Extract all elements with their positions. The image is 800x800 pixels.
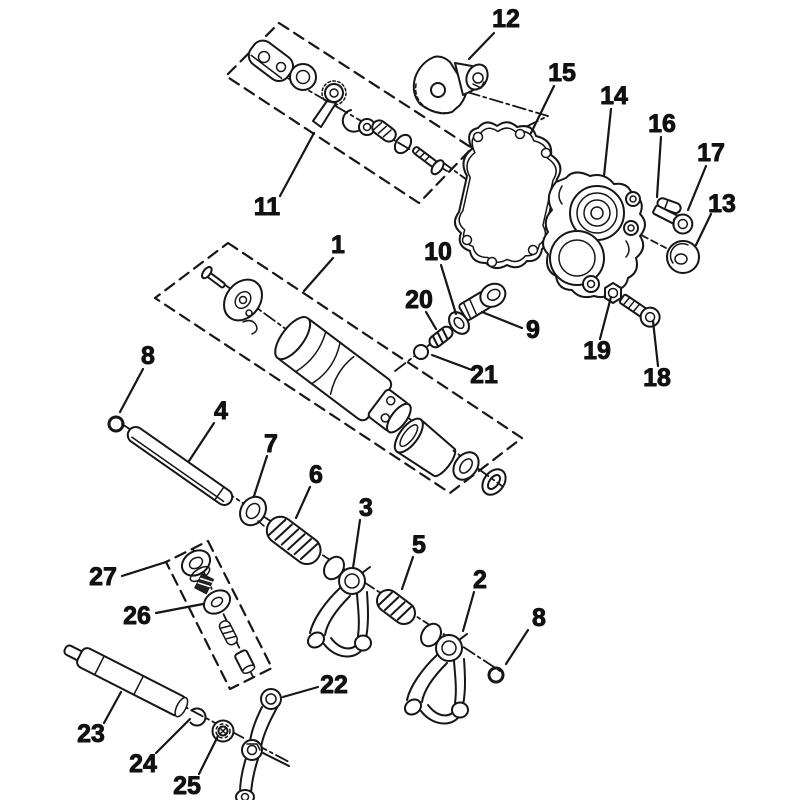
callout-number-3: 3	[359, 494, 373, 522]
callout-number-15: 15	[548, 59, 576, 87]
part-21-ball	[414, 345, 428, 359]
callout-leader-21	[432, 355, 472, 370]
callout-number-26: 26	[123, 602, 151, 630]
callout-number-6: 6	[309, 461, 323, 489]
callout-leader-4	[189, 423, 214, 461]
callout-leader-6	[296, 487, 310, 518]
callout-number-24: 24	[129, 750, 157, 778]
callout-leader-25	[199, 736, 218, 774]
callout-leader-2	[463, 592, 474, 631]
part-19-nut	[605, 283, 621, 303]
part-12-sector-gear	[414, 57, 492, 114]
callout-number-1: 1	[331, 231, 345, 259]
callout-leader-16	[657, 137, 661, 197]
part-8-oring-upper	[109, 417, 123, 431]
part-18-bolt	[617, 290, 664, 330]
part-3-shift-fork	[305, 553, 371, 656]
callout-leader-11	[280, 133, 314, 196]
callout-number-7: 7	[264, 430, 278, 458]
callout-number-12: 12	[492, 5, 520, 33]
callout-number-18: 18	[643, 364, 671, 392]
callout-leader-20	[426, 312, 436, 329]
part-20-spring	[427, 324, 455, 349]
callout-number-20: 20	[405, 286, 433, 314]
callout-number-14: 14	[600, 82, 628, 110]
callout-number-5: 5	[412, 531, 426, 559]
callout-number-21: 21	[470, 361, 498, 389]
callout-leader-24	[156, 719, 190, 753]
callout-number-13: 13	[708, 190, 736, 218]
callout-leader-12	[469, 33, 494, 59]
callout-leader-26	[156, 604, 203, 613]
callout-leader-27	[122, 562, 166, 576]
part-4-shift-fork-shaft	[125, 424, 236, 508]
callout-leader-5	[402, 557, 413, 589]
part-6-spring	[262, 512, 326, 570]
part-8-oring-lower	[489, 668, 503, 682]
callout-number-9: 9	[526, 316, 540, 344]
callout-leader-10	[441, 265, 456, 314]
part-11-detent-assembly	[244, 36, 446, 176]
callout-number-25: 25	[173, 772, 201, 800]
part-13-cap	[667, 241, 699, 273]
callout-number-10: 10	[424, 238, 452, 266]
part-2-shift-fork	[402, 620, 468, 723]
callout-number-2: 2	[473, 566, 487, 594]
callout-leader-8	[506, 630, 528, 664]
callout-leader-17	[688, 166, 706, 210]
part-7-collar	[235, 492, 271, 530]
callout-leader-18	[653, 321, 658, 366]
callout-leader-3	[353, 520, 360, 568]
callout-number-27: 27	[89, 563, 117, 591]
callout-number-4: 4	[214, 397, 228, 425]
callout-leader-9	[482, 312, 522, 328]
callout-number-23: 23	[77, 720, 105, 748]
callout-leader-22	[283, 687, 318, 697]
callout-number-16: 16	[648, 110, 676, 138]
part-22-shift-arm	[236, 689, 289, 800]
part-14-cover-housing	[543, 172, 645, 297]
part-1-shift-drum-assembly	[200, 265, 510, 499]
callout-number-8: 8	[532, 604, 546, 632]
callout-number-11: 11	[253, 193, 281, 221]
callout-number-8: 8	[141, 342, 155, 370]
callout-leader-13	[696, 214, 711, 245]
callout-leader-7	[254, 456, 267, 496]
callout-leader-23	[104, 692, 121, 723]
callout-leader-1	[304, 258, 333, 291]
callout-number-17: 17	[697, 139, 725, 167]
callout-leader-14	[604, 109, 611, 176]
callout-number-19: 19	[583, 337, 611, 365]
callout-number-22: 22	[320, 671, 348, 699]
callout-leader-8	[120, 369, 143, 412]
callout-leader-19	[600, 297, 611, 339]
part-23-shaft	[61, 639, 190, 719]
callout-leader-15	[531, 86, 554, 133]
